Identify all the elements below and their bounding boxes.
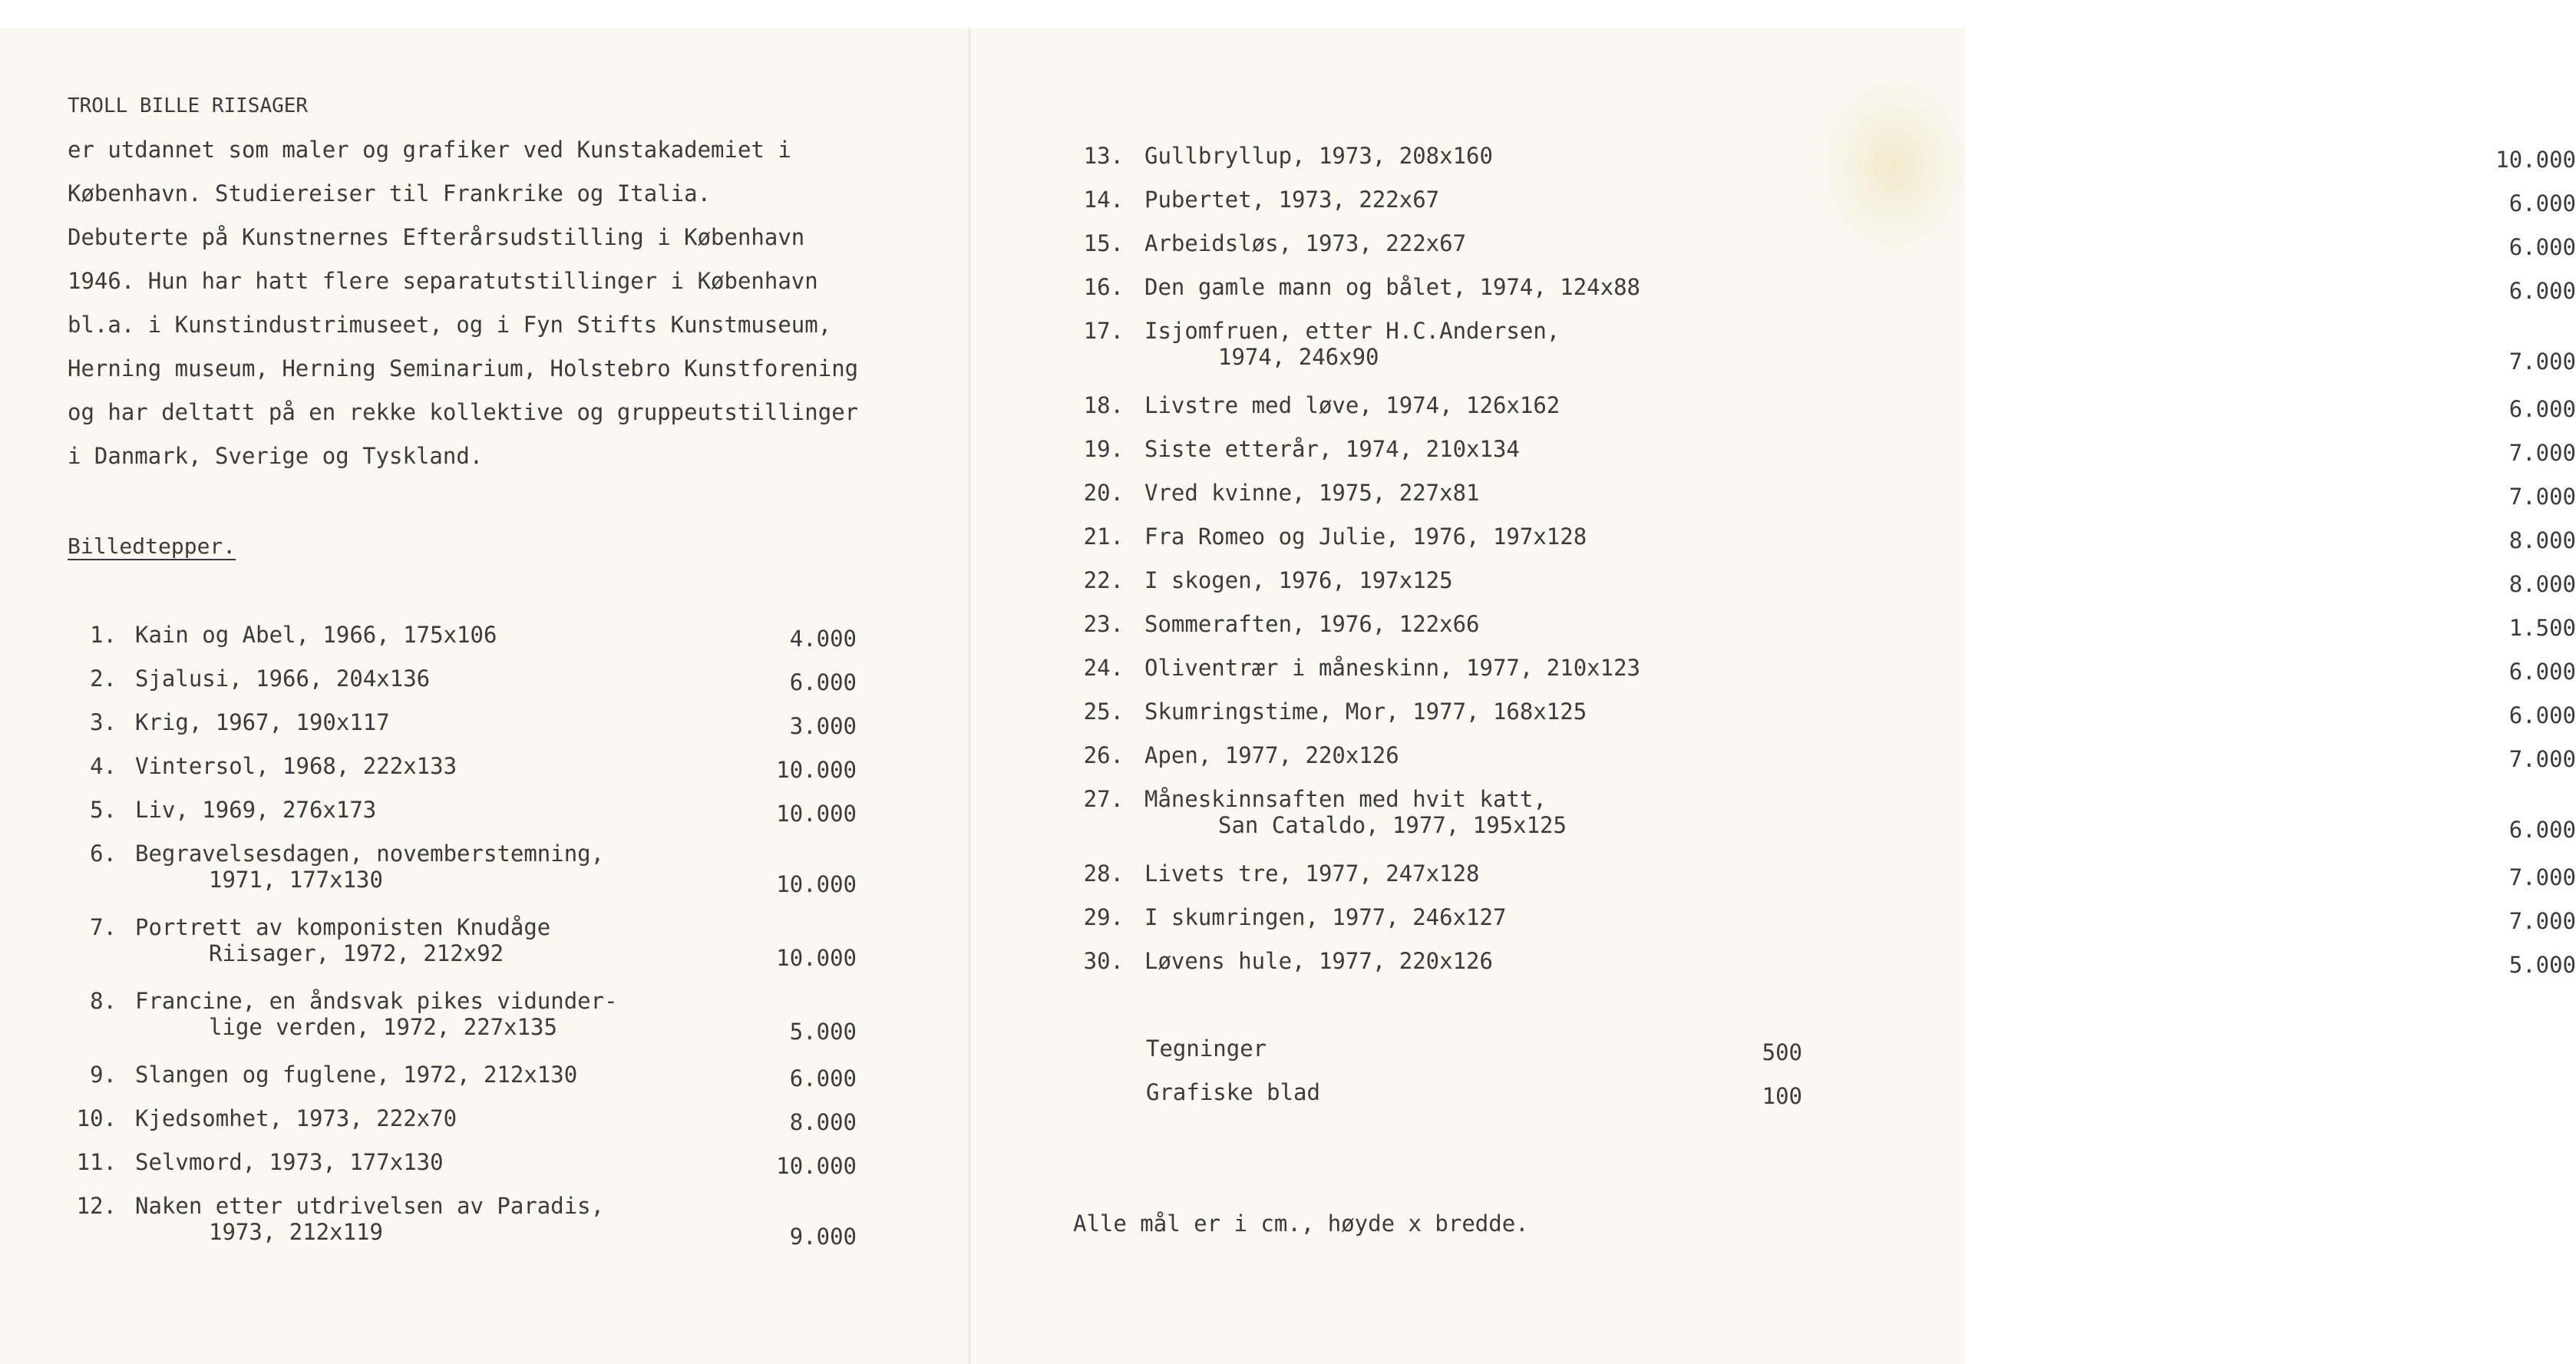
work-number: 22.	[1083, 567, 1124, 593]
work-number: 3.	[90, 709, 117, 735]
work-title-continuation: 1973, 212x119	[209, 1219, 383, 1245]
work-price: 5.000	[789, 1019, 857, 1045]
work-price: 10.000	[2495, 147, 2576, 173]
work-title	[1144, 611, 1480, 637]
work-price: 6.000	[2508, 396, 2576, 422]
bio-line: 1946. Hun har hatt flere separatutstillinger i København	[68, 268, 818, 294]
work-title-line: Livstre med løve, 1974, 126x162	[1144, 392, 1560, 418]
work-title	[1144, 655, 1640, 681]
work-price: 10.000	[776, 757, 857, 783]
work-price: 6.000	[789, 1065, 857, 1092]
work-title-line: Fra Romeo og Julie, 1976, 197x128	[1144, 523, 1587, 550]
paper-stain	[1823, 81, 1965, 250]
work-price: 7.000	[2508, 440, 2576, 466]
work-title	[1144, 392, 1560, 418]
bio-line: København. Studiereiser til Frankrike og Italia.	[68, 180, 712, 206]
work-title	[1144, 742, 1399, 768]
work-number: 4.	[90, 753, 117, 779]
work-number: 16.	[1083, 274, 1124, 300]
work-price: 8.000	[2508, 527, 2576, 553]
work-price: 6.000	[2508, 234, 2576, 260]
work-price: 1.500	[2508, 615, 2576, 641]
work-number: 8.	[90, 988, 117, 1014]
work-number: 2.	[90, 665, 117, 692]
work-title	[1144, 948, 1493, 974]
work-price: 8.000	[789, 1109, 857, 1135]
work-title	[1144, 187, 1439, 213]
work-number: 7.	[90, 914, 117, 940]
work-title-continuation: Riisager, 1972, 212x92	[209, 940, 504, 966]
work-title	[135, 1149, 444, 1175]
work-title	[1144, 274, 1640, 300]
work-title-line: Måneskinnsaften med hvit katt,	[1144, 786, 1547, 812]
artist-bio	[68, 91, 858, 484]
work-title	[135, 709, 390, 735]
work-title	[135, 841, 604, 893]
extra-label: Grafiske blad	[1146, 1079, 1320, 1105]
work-title-line: I skogen, 1976, 197x125	[1144, 567, 1453, 593]
work-title-continuation: lige verden, 1972, 227x135	[209, 1014, 557, 1040]
work-title-line: Den gamle mann og bålet, 1974, 124x88	[1144, 274, 1641, 300]
work-number: 17.	[1083, 318, 1124, 344]
work-number: 20.	[1083, 480, 1124, 506]
work-price: 10.000	[776, 1153, 857, 1179]
work-title	[135, 665, 430, 692]
work-number: 26.	[1083, 742, 1124, 768]
page-fold	[969, 28, 971, 1364]
work-number: 18.	[1083, 392, 1124, 418]
work-number: 21.	[1083, 523, 1124, 550]
work-number: 24.	[1083, 655, 1124, 681]
work-title-line: Pubertet, 1973, 222x67	[1144, 187, 1440, 213]
work-number: 10.	[76, 1105, 117, 1131]
work-title	[135, 622, 497, 648]
work-price: 8.000	[2508, 571, 2576, 597]
work-title-continuation: 1974, 246x90	[1218, 344, 1379, 370]
work-title-line: Oliventrær i måneskinn, 1977, 210x123	[1144, 655, 1641, 681]
work-title	[1144, 523, 1587, 550]
work-title-line: I skumringen, 1977, 246x127	[1144, 904, 1507, 930]
work-number: 19.	[1083, 436, 1124, 462]
work-price: 7.000	[2508, 908, 2576, 934]
work-price: 10.000	[776, 871, 857, 897]
work-title	[135, 797, 376, 823]
work-price: 6.000	[2508, 190, 2576, 216]
bio-line: bl.a. i Kunstindustrimuseet, og i Fyn Stifts Kunstmuseum,	[68, 312, 832, 338]
work-price: 6.000	[789, 669, 857, 695]
work-price: 7.000	[2508, 864, 2576, 890]
work-title	[135, 988, 618, 1040]
work-price: 3.000	[789, 713, 857, 739]
work-title-line: Liv, 1969, 276x173	[135, 797, 377, 823]
work-number: 6.	[90, 841, 117, 867]
work-title	[1144, 567, 1453, 593]
work-price: 6.000	[2508, 659, 2576, 685]
work-title-continuation: 1971, 177x130	[209, 867, 383, 893]
work-price: 10.000	[776, 801, 857, 827]
work-number: 25.	[1083, 699, 1124, 725]
work-title-line: Selvmord, 1973, 177x130	[135, 1149, 444, 1175]
work-title-line: Francine, en åndsvak pikes vidunder-	[135, 988, 618, 1014]
work-title-line: Kjedsomhet, 1973, 222x70	[135, 1105, 457, 1131]
work-price: 4.000	[789, 626, 857, 652]
work-title-line: Sommeraften, 1976, 122x66	[1144, 611, 1480, 637]
bio-line: i Danmark, Sverige og Tyskland.	[68, 443, 484, 469]
work-number: 1.	[90, 622, 117, 648]
work-title	[1144, 904, 1506, 930]
work-title-continuation: San Cataldo, 1977, 195x125	[1218, 812, 1567, 838]
bio-line: er utdannet som maler og grafiker ved Kunstakademiet i	[68, 137, 791, 163]
work-title	[135, 1062, 577, 1088]
bio-line: og har deltatt på en rekke kollektive og gruppeutstillinger	[68, 399, 859, 425]
work-title	[1144, 786, 1567, 838]
work-title	[1144, 436, 1520, 462]
work-title-line: Sjalusi, 1966, 204x136	[135, 665, 431, 692]
work-title	[1144, 860, 1480, 887]
work-price: 7.000	[2508, 348, 2576, 375]
work-title	[135, 753, 457, 779]
work-price: 7.000	[2508, 746, 2576, 772]
work-number: 13.	[1083, 143, 1124, 169]
work-title-line: Kain og Abel, 1966, 175x106	[135, 622, 497, 648]
work-number: 5.	[90, 797, 117, 823]
work-number: 28.	[1083, 860, 1124, 887]
work-title	[1144, 143, 1493, 169]
work-title	[1144, 699, 1587, 725]
work-title	[135, 914, 550, 966]
work-title-line: Krig, 1967, 190x117	[135, 709, 390, 735]
work-title	[1144, 480, 1480, 506]
work-number: 9.	[90, 1062, 117, 1088]
work-price: 5.000	[2508, 952, 2576, 978]
work-title-line: Isjomfruen, etter H.C.Andersen,	[1144, 318, 1560, 344]
work-title	[1144, 318, 1560, 370]
work-title-line: Vintersol, 1968, 222x133	[135, 753, 457, 779]
work-title	[1144, 230, 1466, 256]
work-number: 15.	[1083, 230, 1124, 256]
work-title-line: Apen, 1977, 220x126	[1144, 742, 1399, 768]
work-title-line: Siste etterår, 1974, 210x134	[1144, 436, 1520, 462]
work-number: 29.	[1083, 904, 1124, 930]
extra-price: 100	[1762, 1083, 1802, 1109]
work-title-line: Naken etter utdrivelsen av Paradis,	[135, 1193, 605, 1219]
work-title-line: Arbeidsløs, 1973, 222x67	[1144, 230, 1467, 256]
bio-line: Debuterte på Kunstnernes Efterårsudstilling i København	[68, 224, 805, 250]
work-title-line: Portrett av komponisten Knudåge	[135, 914, 551, 940]
work-title-line: Livets tre, 1977, 247x128	[1144, 860, 1480, 887]
work-title-line: Begravelsesdagen, novemberstemning,	[135, 841, 605, 867]
work-price: 10.000	[776, 945, 857, 971]
work-title	[135, 1105, 457, 1131]
work-price: 7.000	[2508, 484, 2576, 510]
work-number: 23.	[1083, 611, 1124, 637]
work-title	[135, 1193, 604, 1245]
section-title: Billedtepper.	[68, 533, 236, 559]
work-price: 6.000	[2508, 702, 2576, 728]
extra-label: Tegninger	[1146, 1035, 1267, 1062]
work-price: 6.000	[2508, 817, 2576, 843]
work-number: 11.	[76, 1149, 117, 1175]
extra-price: 500	[1762, 1039, 1802, 1065]
work-number: 14.	[1083, 187, 1124, 213]
work-number: 12.	[76, 1193, 117, 1219]
work-title-line: Slangen og fuglene, 1972, 212x130	[135, 1062, 578, 1088]
work-title-line: Løvens hule, 1977, 220x126	[1144, 948, 1493, 974]
work-title-line: Gullbryllup, 1973, 208x160	[1144, 143, 1493, 169]
footnote: Alle mål er i cm., høyde x bredde.	[1073, 1210, 1529, 1237]
bio-line: Herning museum, Herning Seminarium, Holstebro Kunstforening	[68, 355, 859, 381]
work-title-line: Skumringstime, Mor, 1977, 168x125	[1144, 699, 1587, 725]
work-price: 9.000	[789, 1224, 857, 1250]
work-number: 27.	[1083, 786, 1124, 812]
work-title-line: Vred kvinne, 1975, 227x81	[1144, 480, 1480, 506]
work-number: 30.	[1083, 948, 1124, 974]
artist-name: TROLL BILLE RIISAGER	[68, 94, 309, 117]
work-price: 6.000	[2508, 278, 2576, 304]
